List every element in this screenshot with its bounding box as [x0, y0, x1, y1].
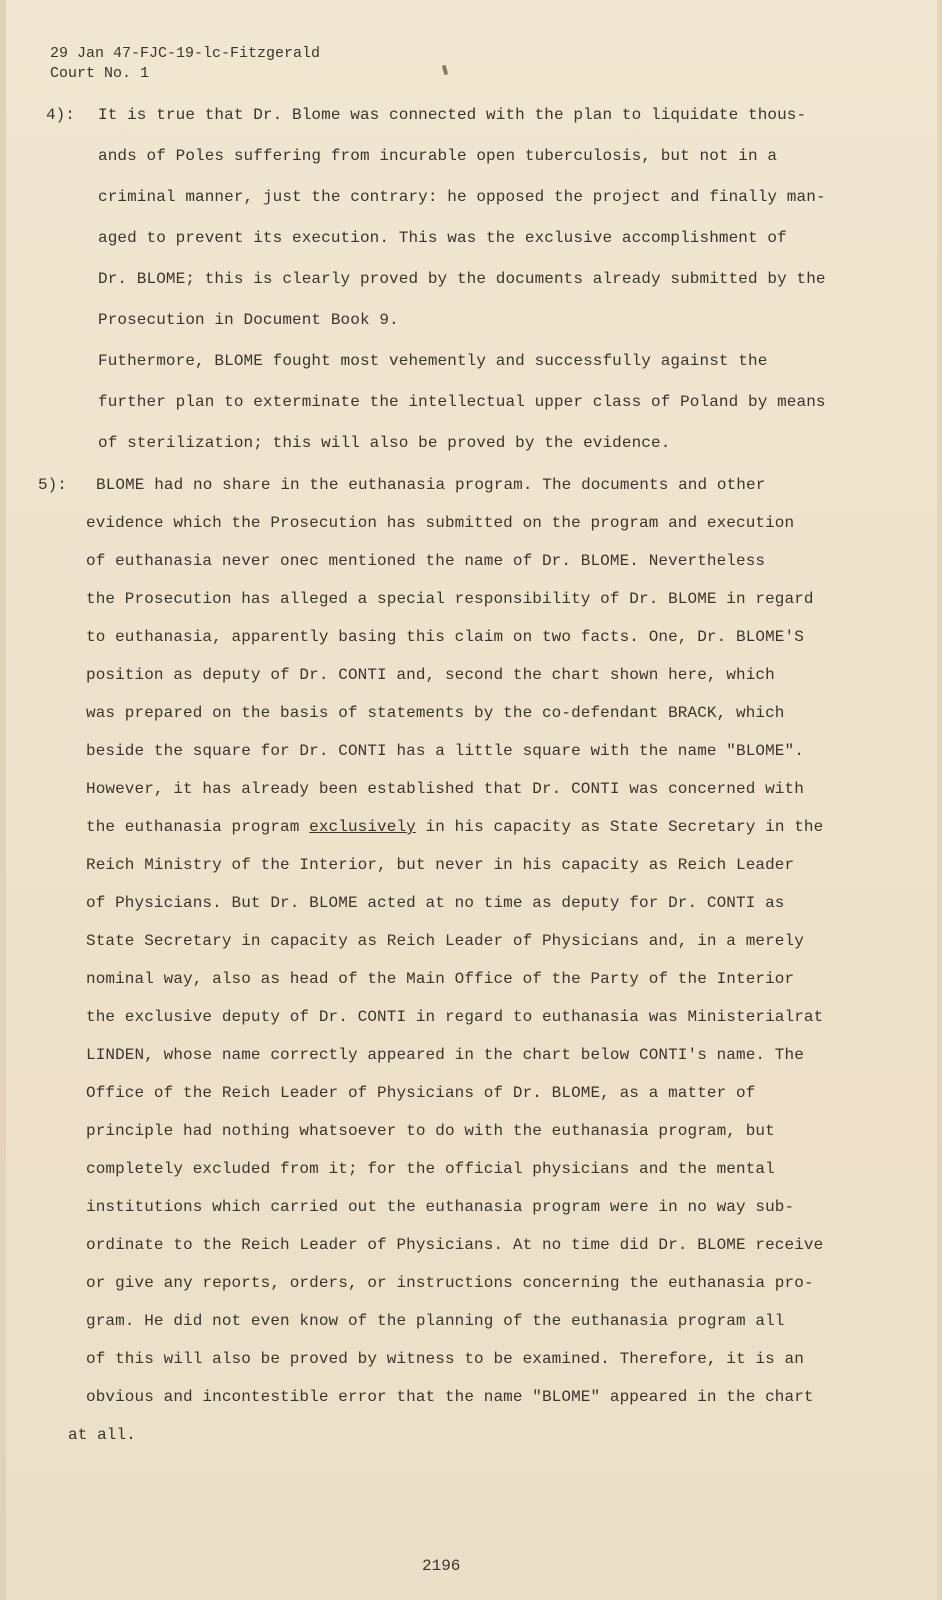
text-line: LINDEN, whose name correctly appeared in the chart below CONTI's name. The — [86, 1046, 804, 1064]
text-line: Prosecution in Document Book 9. — [98, 311, 399, 329]
text-line: nominal way, also as head of the Main Office of the Party of the Interior — [86, 970, 795, 988]
text-line: to euthanasia, apparently basing this claim on two facts. One, Dr. BLOME'S — [86, 628, 804, 646]
text-line: Dr. BLOME; this is clearly proved by the documents already submitted by the — [98, 270, 826, 288]
text-line: beside the square for Dr. CONTI has a little square with the name "BLOME". — [86, 742, 804, 760]
text-line: the Prosecution has alleged a special responsibility of Dr. BLOME in regard — [86, 590, 814, 608]
header-reference: 29 Jan 47-FJC-19-lc-Fitzgerald — [50, 45, 321, 62]
text-line: the exclusive deputy of Dr. CONTI in regard to euthanasia was Ministerialrat — [86, 1008, 824, 1026]
paragraph-number: 5): — [38, 476, 67, 494]
text-line: gram. He did not even know of the planning of the euthanasia program all — [86, 1312, 785, 1330]
text-line: at all. — [68, 1426, 136, 1444]
text-line: However, it has already been established that Dr. CONTI was concerned with — [86, 780, 804, 798]
text-line: State Secretary in capacity as Reich Leader of Physicians and, in a merely — [86, 932, 804, 950]
text-line: was prepared on the basis of statements by the co-defendant BRACK, which — [86, 704, 785, 722]
page-number: 2196 — [422, 1557, 461, 1575]
underlined-word: exclusively — [309, 818, 416, 836]
text-line: position as deputy of Dr. CONTI and, second the chart shown here, which — [86, 666, 775, 684]
text-line: of Physicians. But Dr. BLOME acted at no time as deputy for Dr. CONTI as — [86, 894, 785, 912]
text-line: obvious and incontestible error that the name "BLOME" appeared in the chart — [86, 1388, 814, 1406]
text-line: BLOME had no share in the euthanasia program. The documents and other — [96, 476, 766, 494]
text-line: completely excluded from it; for the official physicians and the mental — [86, 1160, 775, 1178]
text-line: Futhermore, BLOME fought most vehemently and successfully against the — [98, 352, 768, 370]
text-line: of euthanasia never onec mentioned the name of Dr. BLOME. Nevertheless — [86, 552, 766, 570]
text-line: evidence which the Prosecution has submitted on the program and execution — [86, 514, 795, 532]
text-line: Reich Ministry of the Interior, but never in his capacity as Reich Leader — [86, 856, 795, 874]
text-line: of sterilization; this will also be proved by the evidence. — [98, 434, 671, 452]
document-header — [50, 44, 320, 84]
text-segment: the euthanasia program — [86, 818, 310, 836]
text-line: principle had nothing whatsoever to do with the euthanasia program, but — [86, 1122, 775, 1140]
text-line: of this will also be proved by witness to be examined. Therefore, it is an — [86, 1350, 804, 1368]
text-line: criminal manner, just the contrary: he opposed the project and finally man- — [98, 188, 826, 206]
text-line: It is true that Dr. Blome was connected with the plan to liquidate thous- — [98, 106, 807, 124]
paragraph-number: 4): — [46, 106, 75, 124]
ink-speck — [442, 65, 448, 76]
text-line: Office of the Reich Leader of Physicians of Dr. BLOME, as a matter of — [86, 1084, 756, 1102]
text-segment: in his capacity as State Secretary in the — [415, 818, 824, 836]
text-line: institutions which carried out the euthanasia program were in no way sub- — [86, 1198, 795, 1216]
text-line-with-underline — [86, 818, 823, 836]
header-court: Court No. 1 — [50, 65, 150, 82]
text-line: aged to prevent its execution. This was the exclusive accomplishment of — [98, 229, 787, 247]
text-line: or give any reports, orders, or instructions concerning the euthanasia pro- — [86, 1274, 814, 1292]
text-line: ordinate to the Reich Leader of Physicians. At no time did Dr. BLOME receive — [86, 1236, 824, 1254]
text-line: further plan to exterminate the intellectual upper class of Poland by means — [98, 393, 826, 411]
text-line: ands of Poles suffering from incurable open tuberculosis, but not in a — [98, 147, 778, 165]
